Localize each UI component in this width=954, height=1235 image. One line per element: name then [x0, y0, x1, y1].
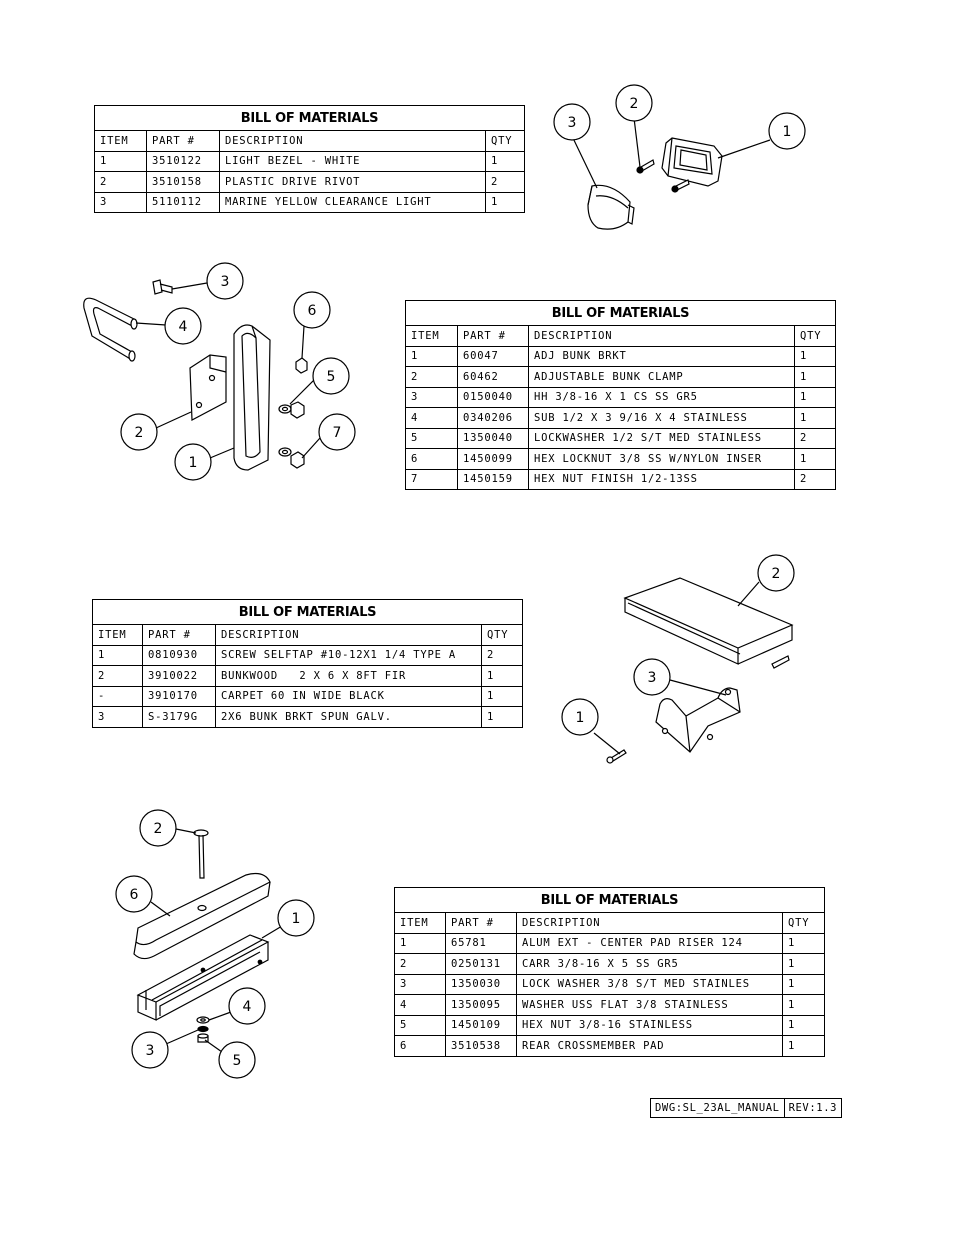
- col-description-header: DESCRIPTION: [529, 326, 795, 347]
- col-description-header: DESCRIPTION: [216, 625, 482, 646]
- qty-cell: 2: [486, 172, 525, 193]
- item-cell: 5: [406, 428, 458, 449]
- callout-label: 1: [782, 124, 792, 140]
- part-cell: 0150040: [458, 387, 529, 408]
- part-cell: 60462: [458, 367, 529, 388]
- bom-title: BILL OF MATERIALS: [406, 301, 836, 326]
- selftap-screw-shape: [607, 750, 626, 763]
- col-description-header: DESCRIPTION: [517, 913, 783, 934]
- part-cell: S-3179G: [143, 707, 216, 728]
- table-row: [406, 408, 836, 429]
- col-qty-header: QTY: [482, 625, 523, 646]
- callout-label: 1: [575, 710, 585, 726]
- col-part-header: PART #: [147, 131, 220, 152]
- description-cell: LIGHT BEZEL - WHITE: [220, 151, 486, 172]
- table-row: [395, 954, 825, 975]
- bunkwood-shape: [625, 578, 792, 668]
- description-cell: WASHER USS FLAT 3/8 STAINLESS: [517, 995, 783, 1016]
- bunk-bracket-drawing: [70, 255, 370, 485]
- description-cell: LOCK WASHER 3/8 S/T MED STAINLES: [517, 974, 783, 995]
- table-row: [395, 933, 825, 954]
- table-row: [95, 151, 525, 172]
- part-cell: 0810930: [143, 645, 216, 666]
- item-cell: 3: [395, 974, 446, 995]
- col-qty-header: QTY: [486, 131, 525, 152]
- qty-cell: 1: [482, 666, 523, 687]
- item-cell: 2: [395, 954, 446, 975]
- u-bolt-shape: [84, 298, 137, 361]
- bom-header-row: [395, 913, 825, 934]
- part-cell: 1350030: [446, 974, 517, 995]
- description-cell: REAR CROSSMEMBER PAD: [517, 1036, 783, 1057]
- part-cell: 65781: [446, 933, 517, 954]
- part-cell: 3510122: [147, 151, 220, 172]
- bunk-board-drawing: [555, 550, 815, 770]
- callout-label: 2: [629, 96, 639, 112]
- callout-label: 5: [232, 1053, 242, 1069]
- table-row: [406, 346, 836, 367]
- callout-label: 6: [129, 887, 139, 903]
- col-qty-header: QTY: [783, 913, 825, 934]
- washer-nut-shapes: [197, 1017, 209, 1042]
- description-cell: SCREW SELFTAP #10-12X1 1/4 TYPE A: [216, 645, 482, 666]
- item-cell: 1: [395, 933, 446, 954]
- table-row: [395, 974, 825, 995]
- bom-table-2: [405, 300, 836, 490]
- col-item-header: ITEM: [93, 625, 143, 646]
- qty-cell: 1: [795, 367, 836, 388]
- col-description-header: DESCRIPTION: [220, 131, 486, 152]
- description-cell: HEX NUT FINISH 1/2-13SS: [529, 469, 795, 490]
- callout-label: 2: [771, 566, 781, 582]
- drawing-title-block: [650, 1098, 842, 1118]
- table-row: [406, 428, 836, 449]
- bunk-clamp-shape: [190, 355, 226, 420]
- table-row: [406, 367, 836, 388]
- part-cell: 1450109: [446, 1015, 517, 1036]
- qty-cell: 1: [783, 974, 825, 995]
- item-cell: 3: [406, 387, 458, 408]
- qty-cell: 1: [783, 933, 825, 954]
- part-cell: 5110112: [147, 192, 220, 213]
- qty-cell: 1: [482, 686, 523, 707]
- callout-label: 1: [291, 911, 301, 927]
- item-cell: 1: [95, 151, 147, 172]
- qty-cell: 1: [486, 151, 525, 172]
- table-row: [93, 666, 523, 687]
- bom-header-row: [406, 326, 836, 347]
- qty-cell: 1: [783, 1036, 825, 1057]
- item-cell: 5: [395, 1015, 446, 1036]
- callout-label: 4: [242, 999, 252, 1015]
- item-cell: -: [93, 686, 143, 707]
- description-cell: ADJ BUNK BRKT: [529, 346, 795, 367]
- item-cell: 1: [93, 645, 143, 666]
- item-cell: 2: [93, 666, 143, 687]
- carriage-bolt-shape: [194, 830, 208, 878]
- qty-cell: 1: [783, 1015, 825, 1036]
- bom-title: BILL OF MATERIALS: [395, 888, 825, 913]
- callout-label: 2: [153, 821, 163, 837]
- clearance-light-drawing: [545, 80, 815, 240]
- callout-label: 3: [220, 274, 230, 290]
- item-cell: 2: [95, 172, 147, 193]
- table-row: [93, 645, 523, 666]
- part-cell: 0340206: [458, 408, 529, 429]
- item-cell: 3: [93, 707, 143, 728]
- description-cell: HEX NUT 3/8-16 STAINLESS: [517, 1015, 783, 1036]
- table-row: [406, 469, 836, 490]
- callout-label: 3: [567, 115, 577, 131]
- bom-title: BILL OF MATERIALS: [95, 106, 525, 131]
- table-row: [395, 1036, 825, 1057]
- item-cell: 6: [406, 449, 458, 470]
- item-cell: 1: [406, 346, 458, 367]
- center-pad-riser-drawing: [100, 800, 330, 1090]
- callout-label: 3: [647, 670, 657, 686]
- description-cell: MARINE YELLOW CLEARANCE LIGHT: [220, 192, 486, 213]
- part-cell: 1450099: [458, 449, 529, 470]
- part-cell: 3910170: [143, 686, 216, 707]
- bom-table-1: [94, 105, 525, 213]
- col-item-header: ITEM: [95, 131, 147, 152]
- description-cell: CARPET 60 IN WIDE BLACK: [216, 686, 482, 707]
- table-row: [93, 686, 523, 707]
- description-cell: PLASTIC DRIVE RIVOT: [220, 172, 486, 193]
- callout-label: 6: [307, 303, 317, 319]
- bunk-bracket-shape: [656, 688, 740, 752]
- bom-table-3: [92, 599, 523, 728]
- part-cell: 3910022: [143, 666, 216, 687]
- item-cell: 4: [395, 995, 446, 1016]
- qty-cell: 2: [795, 469, 836, 490]
- col-part-header: PART #: [458, 326, 529, 347]
- part-cell: 3510158: [147, 172, 220, 193]
- qty-cell: 1: [795, 449, 836, 470]
- bom-header-row: [95, 131, 525, 152]
- table-row: [93, 707, 523, 728]
- bom-header-row: [93, 625, 523, 646]
- qty-cell: 1: [795, 387, 836, 408]
- table-row: [406, 449, 836, 470]
- description-cell: ALUM EXT - CENTER PAD RISER 124: [517, 933, 783, 954]
- item-cell: 3: [95, 192, 147, 213]
- drawing-number: DWG:SL_23AL_MANUAL: [651, 1099, 785, 1118]
- item-cell: 7: [406, 469, 458, 490]
- qty-cell: 1: [783, 995, 825, 1016]
- clearance-lens-shape: [588, 185, 634, 229]
- description-cell: CARR 3/8-16 X 5 SS GR5: [517, 954, 783, 975]
- description-cell: ADJUSTABLE BUNK CLAMP: [529, 367, 795, 388]
- qty-cell: 1: [783, 954, 825, 975]
- qty-cell: 1: [482, 707, 523, 728]
- description-cell: 2X6 BUNK BRKT SPUN GALV.: [216, 707, 482, 728]
- callout-label: 2: [134, 425, 144, 441]
- item-cell: 2: [406, 367, 458, 388]
- part-cell: 1350040: [458, 428, 529, 449]
- bunk-bracket-shape: [234, 325, 270, 470]
- callout-label: 7: [332, 425, 342, 441]
- bom-table-4: [394, 887, 825, 1057]
- part-cell: 3510538: [446, 1036, 517, 1057]
- callout-label: 3: [145, 1043, 155, 1059]
- part-cell: 0250131: [446, 954, 517, 975]
- part-cell: 60047: [458, 346, 529, 367]
- col-item-header: ITEM: [395, 913, 446, 934]
- description-cell: HEX LOCKNUT 3/8 SS W/NYLON INSER: [529, 449, 795, 470]
- qty-cell: 1: [795, 408, 836, 429]
- callout-label: 1: [188, 455, 198, 471]
- hex-bolt-shape: [153, 280, 172, 294]
- description-cell: SUB 1/2 X 3 9/16 X 4 STAINLESS: [529, 408, 795, 429]
- part-cell: 1350095: [446, 995, 517, 1016]
- qty-cell: 1: [486, 192, 525, 213]
- light-bezel-shape: [662, 138, 722, 186]
- bom-title: BILL OF MATERIALS: [93, 600, 523, 625]
- nut-washer-shapes: [279, 358, 307, 468]
- callout-label: 4: [178, 319, 188, 335]
- qty-cell: 1: [795, 346, 836, 367]
- table-row: [395, 1015, 825, 1036]
- table-row: [95, 172, 525, 193]
- qty-cell: 2: [482, 645, 523, 666]
- description-cell: BUNKWOOD 2 X 6 X 8FT FIR: [216, 666, 482, 687]
- col-qty-header: QTY: [795, 326, 836, 347]
- item-cell: 6: [395, 1036, 446, 1057]
- qty-cell: 2: [795, 428, 836, 449]
- description-cell: HH 3/8-16 X 1 CS SS GR5: [529, 387, 795, 408]
- col-part-header: PART #: [143, 625, 216, 646]
- col-part-header: PART #: [446, 913, 517, 934]
- part-cell: 1450159: [458, 469, 529, 490]
- description-cell: LOCKWASHER 1/2 S/T MED STAINLESS: [529, 428, 795, 449]
- col-item-header: ITEM: [406, 326, 458, 347]
- revision-label: REV:1.3: [784, 1099, 841, 1118]
- table-row: [406, 387, 836, 408]
- table-row: [95, 192, 525, 213]
- item-cell: 4: [406, 408, 458, 429]
- callout-label: 5: [326, 369, 336, 385]
- table-row: [395, 995, 825, 1016]
